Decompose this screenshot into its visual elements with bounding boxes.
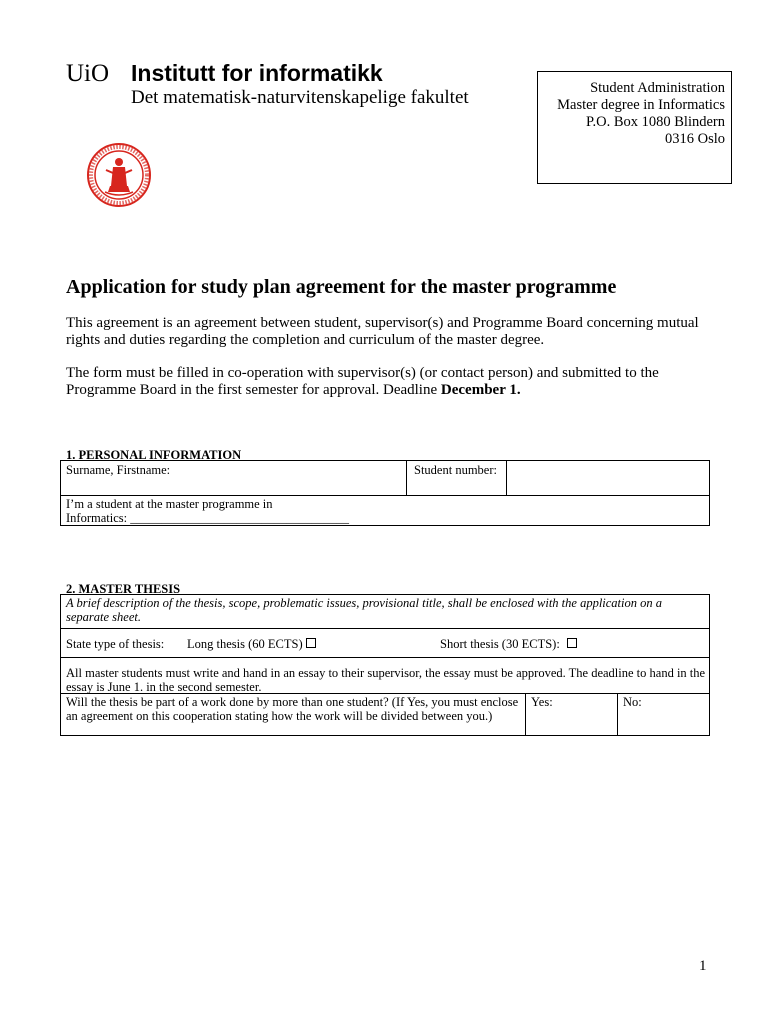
address-box bbox=[537, 71, 732, 184]
student-number-label: Student number: bbox=[414, 463, 497, 477]
section-1-heading: 1. PERSONAL INFORMATION bbox=[66, 448, 242, 462]
long-thesis-checkbox[interactable] bbox=[306, 638, 316, 648]
student-number-field[interactable] bbox=[507, 461, 709, 494]
address-line: P.O. Box 1080 Blindern bbox=[586, 114, 725, 130]
name-field[interactable] bbox=[61, 478, 405, 494]
short-thesis-option[interactable] bbox=[440, 637, 577, 651]
yes-field[interactable] bbox=[526, 694, 616, 735]
address-line: 0316 Oslo bbox=[664, 131, 725, 147]
informatics-field[interactable]: Informatics: ___________________________________ bbox=[66, 511, 349, 525]
university-seal-icon bbox=[86, 142, 152, 208]
document-title: Application for study plan agreement for the master programme bbox=[66, 276, 617, 298]
essay-note: All master students must write and hand in an essay to their supervisor, the essay must be approved. The deadline to hand in the essay is June 1. in the second semester. bbox=[66, 666, 706, 694]
short-thesis-label: Short thesis (30 ECTS): bbox=[440, 637, 560, 651]
faculty-name: Det matematisk-naturvitenskapelige fakultet bbox=[131, 87, 469, 108]
short-thesis-checkbox[interactable] bbox=[567, 638, 577, 648]
form-note-text: The form must be filled in co-operation with supervisor(s) (or contact person) and submitted to the Programme Board in the first semester for approval. Deadline bbox=[66, 365, 659, 398]
programme-label: I’m a student at the master programme in bbox=[66, 497, 273, 511]
thesis-description-note: A brief description of the thesis, scope, problematic issues, provisional title, shall be enclosed with the application on a separate sheet. bbox=[66, 596, 663, 624]
long-thesis-option[interactable] bbox=[187, 637, 316, 651]
no-field[interactable] bbox=[618, 694, 709, 735]
deadline-text: December 1. bbox=[440, 382, 521, 398]
institute-name: Institutt for informatikk bbox=[131, 60, 383, 86]
name-label: Surname, Firstname: bbox=[66, 463, 171, 477]
long-thesis-label: Long thesis (60 ECTS) bbox=[187, 637, 303, 651]
divider bbox=[60, 495, 710, 496]
divider bbox=[60, 628, 710, 629]
page-number: 1 bbox=[699, 958, 707, 974]
address-line: Student Administration bbox=[590, 80, 725, 96]
no-label: No: bbox=[623, 695, 642, 709]
uio-logo-text: UiO bbox=[66, 60, 110, 87]
address-line: Master degree in Informatics bbox=[557, 97, 725, 113]
section-2-heading: 2. MASTER THESIS bbox=[66, 582, 181, 596]
divider bbox=[406, 460, 407, 495]
yes-label: Yes: bbox=[531, 695, 553, 709]
thesis-type-label: State type of thesis: bbox=[66, 637, 165, 651]
multi-student-question: Will the thesis be part of a work done by more than one student? (If Yes, you must enclose an agreement on this cooperation stating how the work will be divided between you.) bbox=[66, 695, 519, 723]
form-note-paragraph bbox=[66, 365, 726, 399]
intro-paragraph: This agreement is an agreement between student, supervisor(s) and Programme Board concerning mutual rights and duties regarding the completion and curriculum of the master degree. bbox=[66, 315, 699, 348]
divider bbox=[60, 657, 710, 658]
